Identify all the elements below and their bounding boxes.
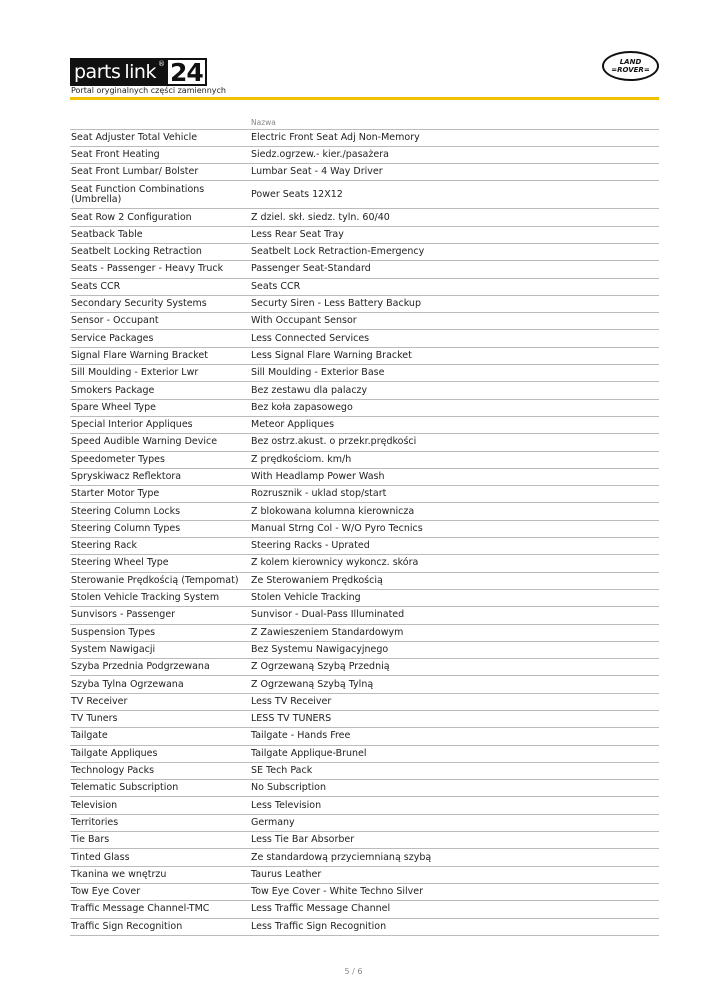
table-row	[70, 503, 659, 520]
row-feature-value: With Occupant Sensor	[250, 313, 659, 330]
row-feature-name: Service Packages	[70, 330, 250, 347]
row-feature-name: Secondary Security Systems	[70, 295, 250, 312]
row-feature-value: Bez Systemu Nawigacyjnego	[250, 641, 659, 658]
table-row	[70, 164, 659, 181]
row-feature-value: Less Tie Bar Absorber	[250, 832, 659, 849]
table-row	[70, 226, 659, 243]
table-row	[70, 347, 659, 364]
table-row	[70, 243, 659, 260]
table-row	[70, 659, 659, 676]
vehicle-spec-table	[70, 112, 659, 936]
row-feature-value: Ze Sterowaniem Prędkością	[250, 572, 659, 589]
row-feature-value: Z Ogrzewaną Szybą Tylną	[250, 676, 659, 693]
row-feature-value: Z blokowana kolumna kierownicza	[250, 503, 659, 520]
row-feature-value: Less TV Receiver	[250, 693, 659, 710]
row-feature-value: Electric Front Seat Adj Non-Memory	[250, 129, 659, 146]
table-row	[70, 278, 659, 295]
table-row	[70, 745, 659, 762]
row-feature-name: Signal Flare Warning Bracket	[70, 347, 250, 364]
row-feature-value: Sill Moulding - Exterior Base	[250, 365, 659, 382]
row-feature-value: Seatbelt Lock Retraction-Emergency	[250, 243, 659, 260]
page-number: 5 / 6	[344, 967, 363, 976]
table-header-row	[70, 112, 659, 129]
row-feature-name: Seat Adjuster Total Vehicle	[70, 129, 250, 146]
row-feature-value: Securty Siren - Less Battery Backup	[250, 295, 659, 312]
table-row	[70, 693, 659, 710]
table-row	[70, 849, 659, 866]
column-header-name: Nazwa	[250, 112, 659, 129]
logo-parts-text: parts	[70, 58, 123, 86]
row-feature-value: Lumbar Seat - 4 Way Driver	[250, 164, 659, 181]
table-row	[70, 468, 659, 485]
row-feature-name: TV Tuners	[70, 711, 250, 728]
table-row	[70, 416, 659, 433]
table-row	[70, 866, 659, 883]
land-rover-logo	[602, 51, 659, 81]
header-divider	[70, 97, 659, 100]
table-row	[70, 330, 659, 347]
table-body	[70, 129, 659, 935]
row-feature-name: System Nawigacji	[70, 641, 250, 658]
table-row	[70, 797, 659, 814]
row-feature-name: Tkanina we wnętrzu	[70, 866, 250, 883]
table-row	[70, 382, 659, 399]
row-feature-name: Szyba Przednia Podgrzewana	[70, 659, 250, 676]
row-feature-name: Territories	[70, 814, 250, 831]
row-feature-name: Starter Motor Type	[70, 486, 250, 503]
row-feature-name: Seat Row 2 Configuration	[70, 209, 250, 226]
row-feature-name: Seat Front Lumbar/ Bolster	[70, 164, 250, 181]
row-feature-value: Z dziel. skł. siedz. tyln. 60/40	[250, 209, 659, 226]
row-feature-value: Z prędkościom. km/h	[250, 451, 659, 468]
row-feature-value: SE Tech Pack	[250, 762, 659, 779]
row-feature-value: Z Ogrzewaną Szybą Przednią	[250, 659, 659, 676]
table-row	[70, 676, 659, 693]
table-row	[70, 555, 659, 572]
row-feature-name: Spare Wheel Type	[70, 399, 250, 416]
row-feature-name: Tie Bars	[70, 832, 250, 849]
row-feature-value: Rozrusznik - uklad stop/start	[250, 486, 659, 503]
table-row	[70, 209, 659, 226]
row-feature-value: Bez zestawu dla palaczy	[250, 382, 659, 399]
row-feature-name: Traffic Sign Recognition	[70, 918, 250, 935]
row-feature-name: Smokers Package	[70, 382, 250, 399]
table-row	[70, 520, 659, 537]
row-feature-name: Sunvisors - Passenger	[70, 607, 250, 624]
row-feature-value: Passenger Seat-Standard	[250, 261, 659, 278]
column-header-feature	[70, 112, 250, 129]
row-feature-value: Ze standardową przyciemnianą szybą	[250, 849, 659, 866]
row-feature-name: Tinted Glass	[70, 849, 250, 866]
table-row	[70, 589, 659, 606]
brand-logo-line2: =ROVER=	[611, 66, 650, 74]
table-row	[70, 918, 659, 935]
row-feature-value: Z kolem kierownicy wykoncz. skóra	[250, 555, 659, 572]
row-feature-name: Suspension Types	[70, 624, 250, 641]
row-feature-value: Less Connected Services	[250, 330, 659, 347]
row-feature-value: LESS TV TUNERS	[250, 711, 659, 728]
row-feature-value: Tailgate - Hands Free	[250, 728, 659, 745]
row-feature-name: Steering Wheel Type	[70, 555, 250, 572]
row-feature-value: With Headlamp Power Wash	[250, 468, 659, 485]
row-feature-value: Less Television	[250, 797, 659, 814]
row-feature-name: Speed Audible Warning Device	[70, 434, 250, 451]
row-feature-value: Sunvisor - Dual-Pass Illuminated	[250, 607, 659, 624]
logo-registered-mark: ®	[158, 58, 166, 86]
row-feature-value: Tailgate Applique-Brunel	[250, 745, 659, 762]
row-feature-name: Traffic Message Channel-TMC	[70, 901, 250, 918]
row-feature-name: Stolen Vehicle Tracking System	[70, 589, 250, 606]
row-feature-value: Less Signal Flare Warning Bracket	[250, 347, 659, 364]
table-row	[70, 313, 659, 330]
brand-logo-line1: LAND	[619, 58, 642, 66]
row-feature-name: TV Receiver	[70, 693, 250, 710]
row-feature-value: Less Traffic Message Channel	[250, 901, 659, 918]
table-row	[70, 901, 659, 918]
logo-24-text: 24	[166, 58, 207, 86]
table-row	[70, 711, 659, 728]
row-feature-name: Steering Column Types	[70, 520, 250, 537]
row-feature-value: Siedz.ogrzew.- kier./pasażera	[250, 146, 659, 163]
row-feature-name: Seats - Passenger - Heavy Truck	[70, 261, 250, 278]
logo-tagline: Portal oryginalnych części zamiennych	[71, 86, 226, 95]
row-feature-name: Steering Column Locks	[70, 503, 250, 520]
row-feature-value: Less Rear Seat Tray	[250, 226, 659, 243]
row-feature-value: Stolen Vehicle Tracking	[250, 589, 659, 606]
row-feature-name: Seatback Table	[70, 226, 250, 243]
table-row	[70, 572, 659, 589]
row-feature-name: Spryskiwacz Reflektora	[70, 468, 250, 485]
table-row	[70, 883, 659, 900]
row-feature-name: Special Interior Appliques	[70, 416, 250, 433]
row-feature-name: Steering Rack	[70, 538, 250, 555]
row-feature-value: Z Zawieszeniem Standardowym	[250, 624, 659, 641]
table-row	[70, 451, 659, 468]
table-row	[70, 641, 659, 658]
row-feature-name: Tailgate Appliques	[70, 745, 250, 762]
row-feature-value: Seats CCR	[250, 278, 659, 295]
row-feature-name: Tow Eye Cover	[70, 883, 250, 900]
row-feature-value: Tow Eye Cover - White Techno Silver	[250, 883, 659, 900]
row-feature-value: Meteor Appliques	[250, 416, 659, 433]
table-row	[70, 146, 659, 163]
table-row	[70, 780, 659, 797]
row-feature-value: Less Traffic Sign Recognition	[250, 918, 659, 935]
row-feature-name: Seats CCR	[70, 278, 250, 295]
row-feature-name: Sill Moulding - Exterior Lwr	[70, 365, 250, 382]
table-row	[70, 624, 659, 641]
table-row	[70, 814, 659, 831]
row-feature-name: Telematic Subscription	[70, 780, 250, 797]
table-row	[70, 399, 659, 416]
row-feature-value: Power Seats 12X12	[250, 181, 659, 209]
row-feature-value: No Subscription	[250, 780, 659, 797]
row-feature-name: Tailgate	[70, 728, 250, 745]
row-feature-value: Germany	[250, 814, 659, 831]
table-row	[70, 129, 659, 146]
table-row	[70, 434, 659, 451]
page-header	[70, 58, 659, 102]
table-row	[70, 762, 659, 779]
logo-link-text: link	[123, 58, 158, 86]
row-feature-name: Seat Front Heating	[70, 146, 250, 163]
table-row	[70, 538, 659, 555]
table-row	[70, 832, 659, 849]
table-row	[70, 365, 659, 382]
row-feature-name: Sterowanie Prędkością (Tempomat)	[70, 572, 250, 589]
row-feature-value: Bez ostrz.akust. o przekr.prędkości	[250, 434, 659, 451]
table-row	[70, 728, 659, 745]
row-feature-value: Bez koła zapasowego	[250, 399, 659, 416]
row-feature-name: Technology Packs	[70, 762, 250, 779]
row-feature-name: Sensor - Occupant	[70, 313, 250, 330]
table-row	[70, 295, 659, 312]
table-row	[70, 261, 659, 278]
row-feature-name: Seat Function Combinations (Umbrella)	[70, 181, 250, 209]
row-feature-name: Speedometer Types	[70, 451, 250, 468]
table-row	[70, 486, 659, 503]
row-feature-value: Steering Racks - Uprated	[250, 538, 659, 555]
table-row	[70, 181, 659, 209]
row-feature-value: Taurus Leather	[250, 866, 659, 883]
row-feature-value: Manual Strng Col - W/O Pyro Tecnics	[250, 520, 659, 537]
row-feature-name: Television	[70, 797, 250, 814]
table-row	[70, 607, 659, 624]
partslink24-logo	[70, 58, 207, 86]
row-feature-name: Szyba Tylna Ogrzewana	[70, 676, 250, 693]
row-feature-name: Seatbelt Locking Retraction	[70, 243, 250, 260]
